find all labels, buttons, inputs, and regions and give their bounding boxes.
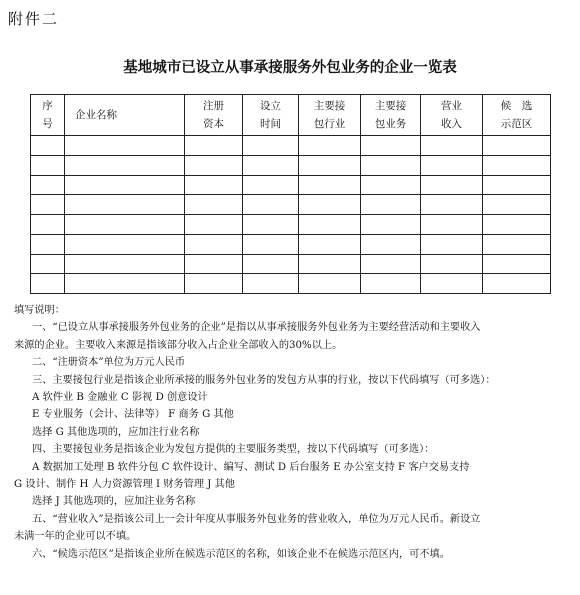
note-line: 来源的企业。主要收入来源是指该部分收入占企业全部收入的30%以上。 xyxy=(14,339,343,351)
table-cell xyxy=(421,155,483,175)
table-cell xyxy=(483,234,551,254)
filling-instructions xyxy=(14,302,568,563)
table-row xyxy=(31,175,551,195)
table-row xyxy=(31,234,551,254)
note-line: 一、“已设立从事承接服务外包业务的企业”是指以从事承接服务外包业务为主要经营活动和主要收入 xyxy=(32,322,481,334)
table-cell xyxy=(65,274,185,294)
table-cell xyxy=(361,274,421,294)
table-row xyxy=(31,254,551,274)
table-cell xyxy=(65,195,185,215)
table-cell xyxy=(483,175,551,195)
table-cell xyxy=(483,274,551,294)
note-line: 未满一年的企业可以不填。 xyxy=(14,531,137,543)
table-cell xyxy=(65,136,185,156)
table-cell xyxy=(299,175,361,195)
table-cell xyxy=(185,136,243,156)
note-line: 六、“候选示范区”是指该企业所在候选示范区的名称，如该企业不在候选示范区内，可不填。 xyxy=(32,548,450,560)
table-cell xyxy=(421,175,483,195)
table-cell xyxy=(185,175,243,195)
header-company-name: 企业名称 xyxy=(65,95,185,136)
note-line: E 专业服务（会计、法律等） F 商务 G 其他 xyxy=(32,409,234,421)
note-line: A 软件业 B 金融业 C 影视 D 创意设计 xyxy=(32,392,208,404)
table-cell xyxy=(361,155,421,175)
table-cell xyxy=(299,136,361,156)
table-cell xyxy=(243,234,299,254)
table-cell xyxy=(299,155,361,175)
table-cell xyxy=(421,234,483,254)
table-cell xyxy=(65,254,185,274)
table-cell xyxy=(185,274,243,294)
table-cell xyxy=(299,274,361,294)
table-cell xyxy=(243,136,299,156)
header-main-industry: 主要接 包行业 xyxy=(299,95,361,136)
table-cell xyxy=(65,155,185,175)
table-cell xyxy=(361,136,421,156)
table-header-row xyxy=(31,95,551,136)
table-cell xyxy=(65,215,185,235)
table-cell xyxy=(31,136,65,156)
table-cell xyxy=(299,234,361,254)
table-cell xyxy=(483,254,551,274)
table-cell xyxy=(483,195,551,215)
table-cell xyxy=(361,254,421,274)
table-cell xyxy=(361,195,421,215)
table-cell xyxy=(185,155,243,175)
table-cell xyxy=(31,175,65,195)
table-cell xyxy=(31,215,65,235)
header-registered-capital: 注册 资本 xyxy=(185,95,243,136)
header-main-business: 主要接 包业务 xyxy=(361,95,421,136)
note-line: G 设计、制作 H 人力资源管理 I 财务管理 J 其他 xyxy=(14,479,235,491)
table-row xyxy=(31,155,551,175)
note-line: 选择 J 其他选项的，应加注业务名称 xyxy=(32,496,196,508)
table-cell xyxy=(421,195,483,215)
table-cell xyxy=(185,254,243,274)
note-line: 三、主要接包行业是指该企业所承接的服务外包业务的发包方从事的行业，按以下代码填写（可多选）： xyxy=(32,374,496,386)
note-line: 二、“注册资本”单位为万元人民币 xyxy=(32,357,186,369)
table-cell xyxy=(299,195,361,215)
table-cell xyxy=(65,175,185,195)
note-line: A 数据加工处理 B 软件分包 C 软件设计、编写、测试 D 后台服务 E 办公室支持 F 客户交易支持 xyxy=(32,461,470,473)
table-cell xyxy=(185,195,243,215)
header-candidate-zone: 候 选 示范区 xyxy=(483,95,551,136)
table-cell xyxy=(31,195,65,215)
instructions-heading: 填写说明： xyxy=(14,305,65,316)
table-cell xyxy=(421,136,483,156)
note-line: 五、“营业收入”是指该公司上一会计年度从事服务外包业务的营业收入，单位为万元人民币。新设立 xyxy=(32,513,481,525)
table-cell xyxy=(421,215,483,235)
note-line: 四、主要接包业务是指该企业为发包方提供的主要服务类型，按以下代码填写（可多选）： xyxy=(32,444,435,456)
table-cell xyxy=(243,215,299,235)
page-title: 基地城市已设立从事承接服务外包业务的企业一览表 xyxy=(123,59,457,76)
table-cell xyxy=(65,234,185,254)
table-cell xyxy=(243,274,299,294)
table-cell xyxy=(483,136,551,156)
table-cell xyxy=(243,195,299,215)
table-cell xyxy=(361,215,421,235)
table-cell xyxy=(243,254,299,274)
table-cell xyxy=(31,155,65,175)
annex-label: 附件二 xyxy=(8,10,60,28)
table-cell xyxy=(185,234,243,254)
table-row xyxy=(31,215,551,235)
table-row xyxy=(31,274,551,294)
table-cell xyxy=(421,254,483,274)
table-cell xyxy=(361,234,421,254)
table-cell xyxy=(31,274,65,294)
table-cell xyxy=(299,254,361,274)
table-cell xyxy=(31,234,65,254)
table-cell xyxy=(243,155,299,175)
note-line: 选择 G 其他选项的，应加注行业名称 xyxy=(32,426,200,438)
table-cell xyxy=(483,155,551,175)
table-row xyxy=(31,195,551,215)
table-cell xyxy=(421,274,483,294)
table-cell xyxy=(483,215,551,235)
table-cell xyxy=(299,215,361,235)
header-seq-no: 序 号 xyxy=(31,95,65,136)
table-cell xyxy=(185,215,243,235)
enterprise-table xyxy=(30,94,551,294)
header-established-time: 设立 时间 xyxy=(243,95,299,136)
table-row xyxy=(31,136,551,156)
table-cell xyxy=(243,175,299,195)
table-cell xyxy=(31,254,65,274)
table-cell xyxy=(361,175,421,195)
header-revenue: 营业 收入 xyxy=(421,95,483,136)
